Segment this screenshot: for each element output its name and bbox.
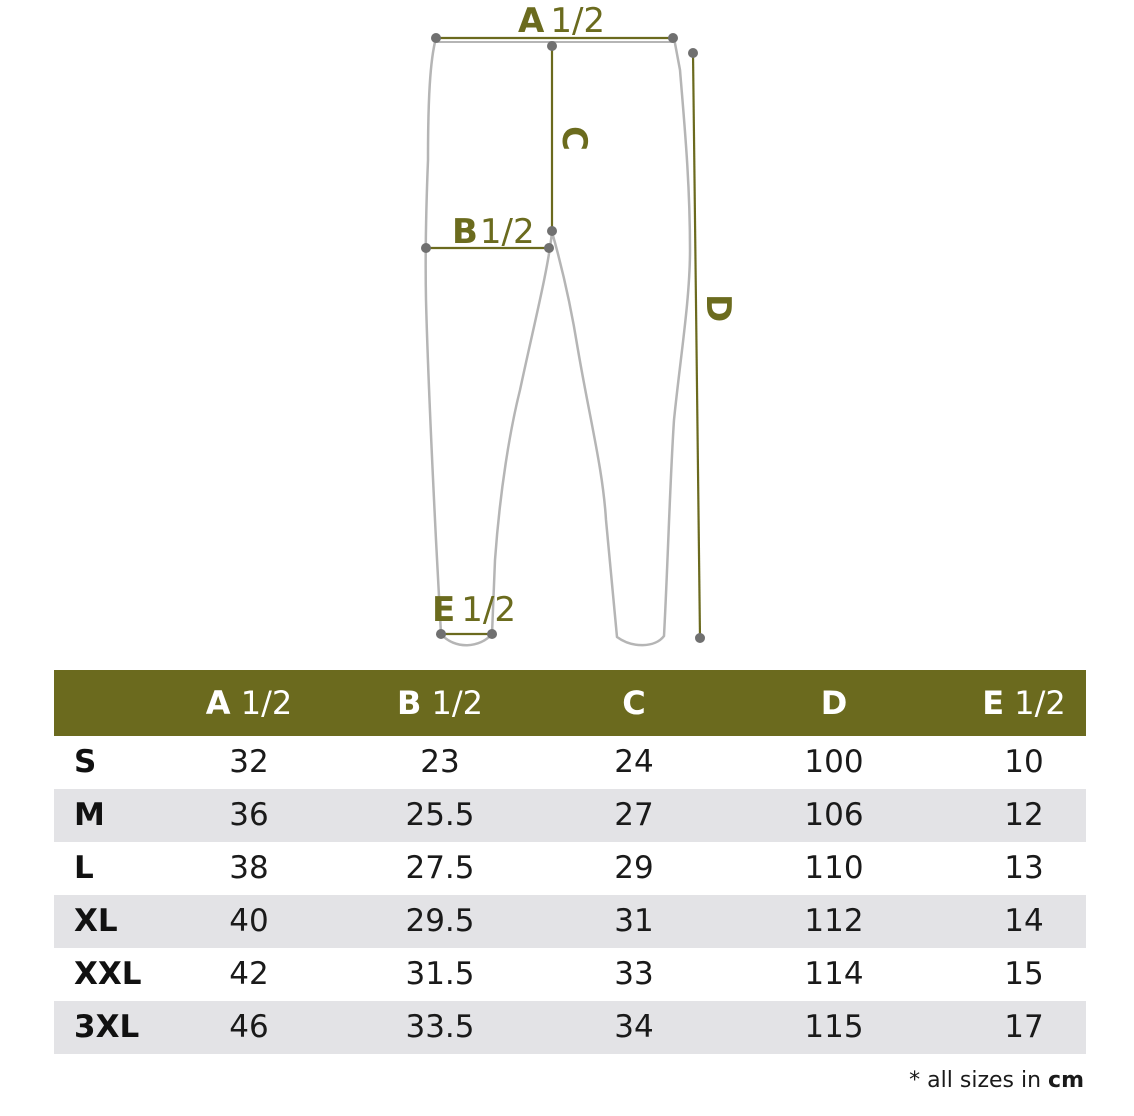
cell-b: 33.5	[405, 1009, 475, 1045]
table-row	[54, 948, 1086, 1001]
cell-d: 112	[804, 903, 864, 939]
size-label: L	[74, 850, 94, 886]
table-header-row	[54, 670, 1086, 736]
cell-a: 46	[229, 1009, 269, 1045]
cell-d: 114	[804, 956, 864, 992]
label-b: B1/2	[452, 212, 535, 252]
label-d: D	[698, 294, 738, 323]
cell-b: 23	[420, 744, 460, 780]
label-a: A 1/2	[518, 1, 606, 41]
cell-b: 29.5	[405, 903, 475, 939]
column-header-a: A 1/2	[205, 684, 293, 722]
cell-d: 115	[804, 1009, 864, 1045]
cell-b: 25.5	[405, 797, 475, 833]
cell-e: 10	[1004, 744, 1044, 780]
cell-a: 42	[229, 956, 269, 992]
measurement-endpoints	[421, 33, 705, 643]
footnote-unit: cm	[1048, 1068, 1084, 1093]
cell-e: 17	[1004, 1009, 1044, 1045]
cell-c: 34	[614, 1009, 654, 1045]
cell-a: 32	[229, 744, 269, 780]
cell-d: 110	[804, 850, 864, 886]
cell-b: 31.5	[405, 956, 475, 992]
column-header-d: D	[820, 684, 848, 722]
label-e: E 1/2	[432, 590, 516, 630]
cell-e: 12	[1004, 797, 1044, 833]
size-chart-table	[54, 670, 1086, 1054]
cell-c: 33	[614, 956, 654, 992]
cell-a: 40	[229, 903, 269, 939]
table-row	[54, 842, 1086, 895]
cell-e: 13	[1004, 850, 1044, 886]
label-c: C	[554, 126, 594, 151]
measure-line-d	[693, 53, 700, 638]
cell-c: 31	[614, 903, 654, 939]
cell-d: 100	[804, 744, 864, 780]
table-row	[54, 736, 1086, 789]
size-label: M	[74, 797, 105, 833]
cell-e: 14	[1004, 903, 1044, 939]
table-row	[54, 895, 1086, 948]
table-row	[54, 789, 1086, 842]
table-row	[54, 1001, 1086, 1054]
cell-c: 29	[614, 850, 654, 886]
size-label: XXL	[74, 956, 142, 992]
size-label: S	[74, 744, 97, 780]
cell-a: 38	[229, 850, 269, 886]
footnote-text: * all sizes in	[909, 1068, 1049, 1093]
cell-c: 24	[614, 744, 654, 780]
column-header-b: B 1/2	[396, 684, 484, 722]
column-header-c: C	[622, 684, 646, 722]
cell-d: 106	[804, 797, 864, 833]
cell-c: 27	[614, 797, 654, 833]
size-label: XL	[74, 903, 118, 939]
column-header-e: E 1/2	[982, 684, 1066, 722]
units-footnote	[909, 1068, 1084, 1093]
cell-b: 27.5	[405, 850, 475, 886]
size-label: 3XL	[74, 1009, 140, 1045]
cell-a: 36	[229, 797, 269, 833]
cell-e: 15	[1004, 956, 1044, 992]
